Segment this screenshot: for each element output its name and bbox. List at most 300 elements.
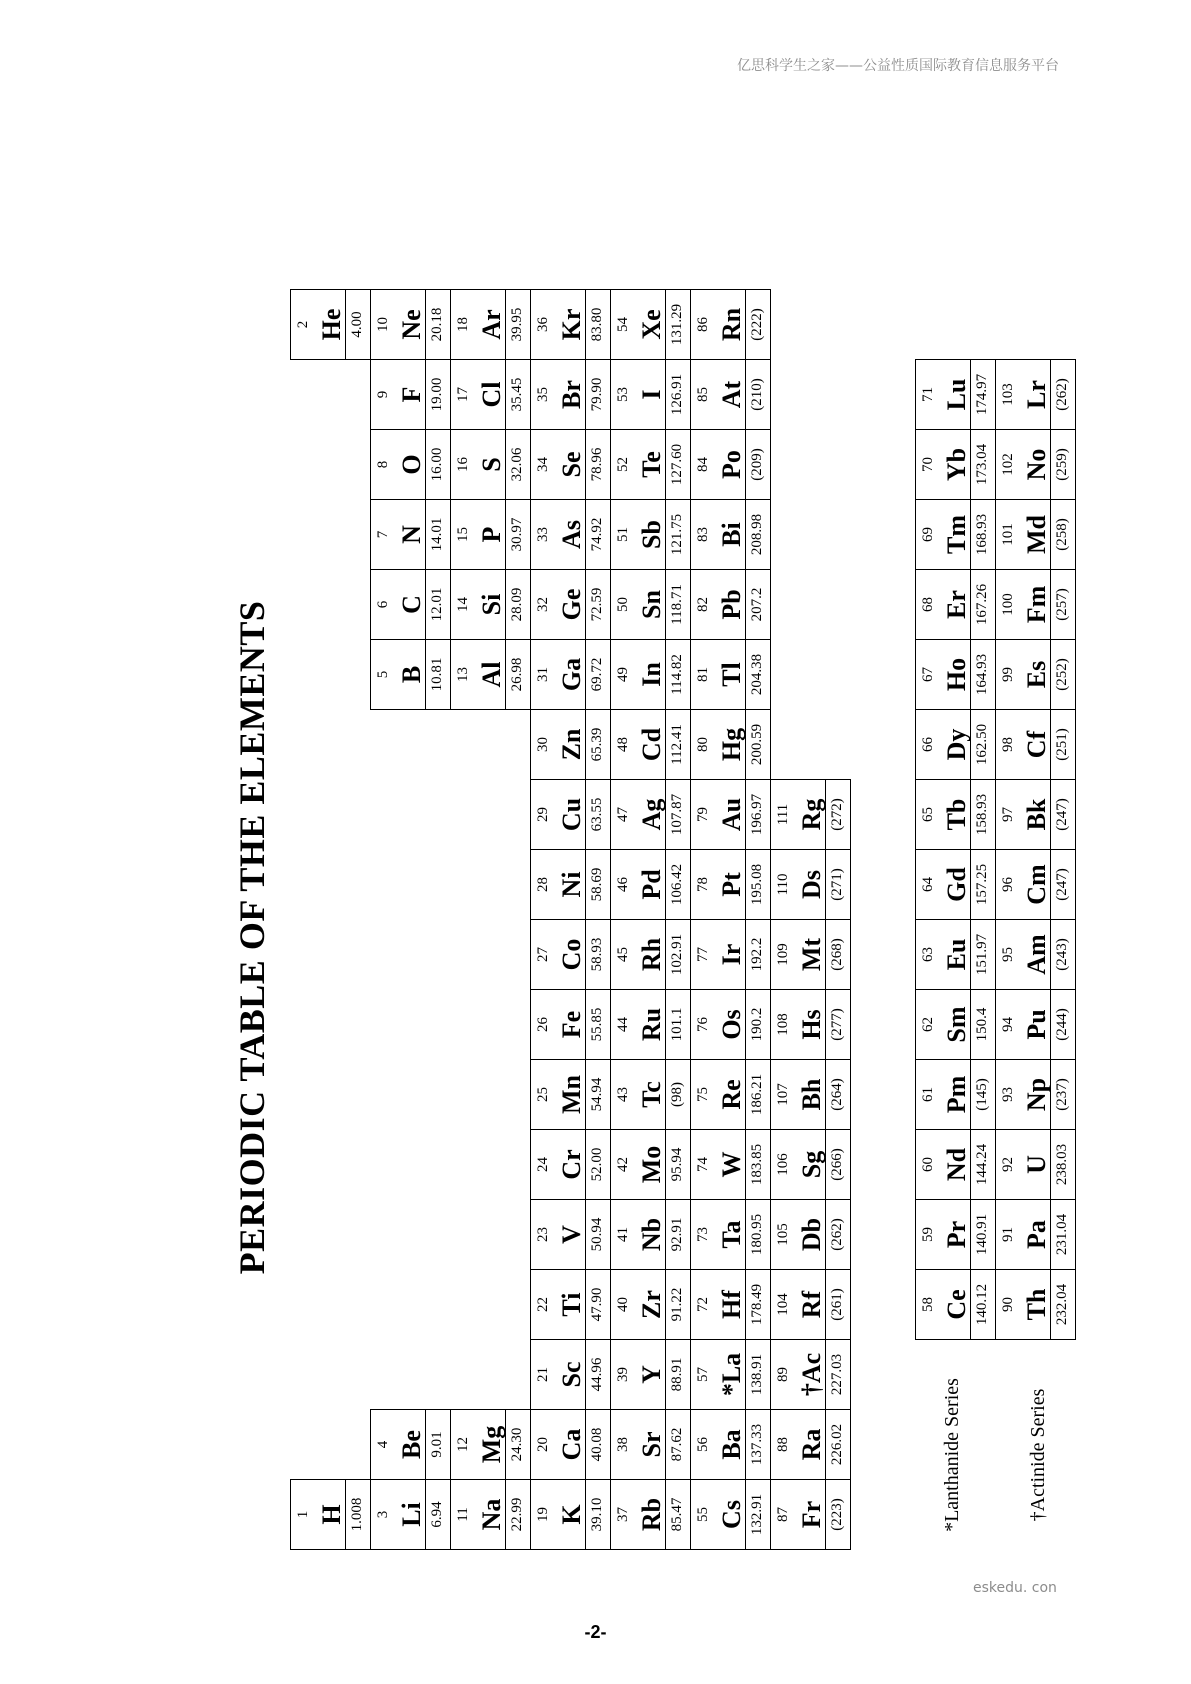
atomic-mass: 131.29	[665, 290, 690, 359]
atomic-number: 93	[1000, 1087, 1016, 1102]
atomic-mass: 151.97	[970, 920, 995, 989]
element-symbol: Hs	[797, 1009, 826, 1040]
atomic-number: 78	[695, 877, 711, 892]
element-symbol: Np	[1022, 1077, 1051, 1112]
element-symbol: Mt	[797, 937, 826, 972]
atomic-number: 107	[775, 1083, 791, 1106]
element-cell	[690, 499, 771, 570]
element-cell	[610, 1339, 691, 1410]
element-symbol: Am	[1022, 934, 1051, 975]
element-symbol: Pr	[942, 1220, 971, 1249]
element-cell	[995, 1269, 1076, 1340]
element-cell	[450, 499, 531, 570]
atomic-mass: 55.85	[585, 990, 610, 1059]
atomic-number: 28	[535, 877, 551, 892]
element-symbol: Hf	[717, 1290, 746, 1319]
atomic-number: 87	[775, 1507, 791, 1522]
element-cell	[770, 1409, 851, 1480]
element-cell	[610, 1129, 691, 1200]
atomic-number: 29	[535, 807, 551, 822]
element-symbol: S	[477, 457, 506, 472]
atomic-number: 94	[1000, 1017, 1016, 1032]
atomic-mass: (268)	[825, 920, 850, 989]
atomic-number: 45	[615, 947, 631, 962]
atomic-mass: 20.18	[425, 290, 450, 359]
atomic-mass: 207.2	[745, 570, 770, 639]
element-cell	[915, 779, 996, 850]
element-symbol: Al	[477, 661, 506, 688]
element-cell	[915, 499, 996, 570]
atomic-mass: 208.98	[745, 500, 770, 569]
element-symbol: Ho	[942, 657, 971, 692]
atomic-number: 17	[455, 387, 471, 402]
atomic-number: 91	[1000, 1227, 1016, 1242]
element-symbol: Ge	[557, 588, 586, 621]
atomic-number: 68	[920, 597, 936, 612]
atomic-mass: (271)	[825, 850, 850, 919]
atomic-mass: 102.91	[665, 920, 690, 989]
atomic-number: 5	[375, 670, 391, 679]
element-cell	[690, 1129, 771, 1200]
atomic-number: 54	[615, 317, 631, 332]
element-symbol: Rg	[797, 798, 826, 831]
element-symbol: Ar	[477, 309, 506, 340]
atomic-number: 64	[920, 877, 936, 892]
atomic-mass: 26.98	[505, 640, 530, 709]
element-cell	[610, 1409, 691, 1480]
element-symbol: Zr	[637, 1290, 666, 1319]
atomic-mass: 4.00	[345, 290, 370, 359]
element-cell	[530, 359, 611, 430]
atomic-number: 19	[535, 1507, 551, 1522]
element-symbol: Mg	[477, 1425, 506, 1464]
element-cell	[995, 709, 1076, 780]
atomic-mass: 232.04	[1050, 1270, 1075, 1339]
atomic-mass: 92.91	[665, 1200, 690, 1269]
element-symbol: Ti	[557, 1292, 586, 1317]
element-symbol: Ni	[557, 871, 586, 898]
element-symbol: Ds	[797, 870, 826, 899]
atomic-mass: 85.47	[665, 1480, 690, 1549]
element-cell	[610, 569, 691, 640]
atomic-mass: (243)	[1050, 920, 1075, 989]
element-symbol: Ir	[717, 943, 746, 966]
element-symbol: Ba	[717, 1429, 746, 1460]
element-symbol: V	[557, 1225, 586, 1244]
element-symbol: Md	[1022, 515, 1051, 554]
element-cell	[995, 429, 1076, 500]
element-symbol: Ca	[557, 1428, 586, 1461]
element-cell	[995, 1199, 1076, 1270]
element-symbol: Sc	[557, 1361, 586, 1388]
atomic-number: 51	[615, 527, 631, 542]
atomic-mass: 106.42	[665, 850, 690, 919]
element-symbol: Tm	[942, 515, 971, 554]
atomic-number: 102	[1000, 453, 1016, 476]
atomic-mass: 28.09	[505, 570, 530, 639]
atomic-mass: (247)	[1050, 780, 1075, 849]
element-symbol: Mo	[637, 1145, 666, 1184]
element-cell	[770, 919, 851, 990]
element-symbol: Pm	[942, 1075, 971, 1114]
atomic-number: 97	[1000, 807, 1016, 822]
atomic-number: 100	[1000, 593, 1016, 616]
atomic-number: 12	[455, 1437, 471, 1452]
element-symbol: Ce	[942, 1289, 971, 1320]
atomic-number: 72	[695, 1297, 711, 1312]
element-cell	[530, 1059, 611, 1130]
atomic-mass: 126.91	[665, 360, 690, 429]
element-cell	[915, 709, 996, 780]
atomic-mass: (209)	[745, 430, 770, 499]
element-cell	[690, 1409, 771, 1480]
atomic-mass: 200.59	[745, 710, 770, 779]
atomic-number: 88	[775, 1437, 791, 1452]
atomic-mass: 91.22	[665, 1270, 690, 1339]
atomic-number: 66	[920, 737, 936, 752]
element-cell	[690, 429, 771, 500]
atomic-mass: 32.06	[505, 430, 530, 499]
atomic-mass: 44.96	[585, 1340, 610, 1409]
atomic-number: 30	[535, 737, 551, 752]
atomic-number: 20	[535, 1437, 551, 1452]
element-symbol: O	[397, 454, 426, 475]
element-cell	[690, 289, 771, 360]
element-cell	[610, 709, 691, 780]
atomic-mass: 226.02	[825, 1410, 850, 1479]
atomic-number: 9	[375, 390, 391, 399]
atomic-number: 11	[455, 1507, 471, 1522]
atomic-number: 96	[1000, 877, 1016, 892]
element-cell	[995, 919, 1076, 990]
atomic-number: 18	[455, 317, 471, 332]
element-cell	[690, 919, 771, 990]
element-cell	[370, 569, 451, 640]
element-symbol: Pu	[1022, 1009, 1051, 1040]
atomic-mass: 69.72	[585, 640, 610, 709]
atomic-mass: (264)	[825, 1060, 850, 1129]
atomic-number: 14	[455, 597, 471, 612]
element-cell	[610, 639, 691, 710]
atomic-mass: 12.01	[425, 570, 450, 639]
atomic-mass: (261)	[825, 1270, 850, 1339]
element-symbol: Mn	[557, 1075, 586, 1114]
element-cell	[915, 1129, 996, 1200]
element-cell	[530, 849, 611, 920]
atomic-mass: 204.38	[745, 640, 770, 709]
element-symbol: Gd	[942, 867, 971, 902]
atomic-mass: 58.93	[585, 920, 610, 989]
atomic-mass: (252)	[1050, 640, 1075, 709]
element-cell	[450, 569, 531, 640]
lanthanide-series-label: *Lanthanide Series	[941, 1378, 963, 1532]
element-cell	[450, 639, 531, 710]
atomic-mass: 158.93	[970, 780, 995, 849]
element-cell	[770, 989, 851, 1060]
atomic-mass: 195.08	[745, 850, 770, 919]
element-symbol: Li	[397, 1502, 426, 1527]
atomic-number: 105	[775, 1223, 791, 1246]
element-symbol: At	[717, 380, 746, 409]
atomic-mass: 39.10	[585, 1480, 610, 1549]
atomic-mass: 107.87	[665, 780, 690, 849]
atomic-number: 59	[920, 1227, 936, 1242]
element-cell	[995, 1129, 1076, 1200]
element-symbol: Nb	[637, 1217, 666, 1252]
element-symbol: Rf	[797, 1290, 826, 1319]
element-symbol: Lu	[942, 378, 971, 411]
element-symbol: Sn	[637, 590, 666, 619]
atomic-mass: 74.92	[585, 500, 610, 569]
atomic-mass: 101.1	[665, 990, 690, 1059]
atomic-number: 8	[375, 460, 391, 469]
element-cell	[530, 1199, 611, 1270]
atomic-mass: 186.21	[745, 1060, 770, 1129]
element-symbol: Fm	[1022, 585, 1051, 624]
atomic-number: 35	[535, 387, 551, 402]
atomic-mass: 50.94	[585, 1200, 610, 1269]
element-symbol: U	[1022, 1155, 1051, 1174]
element-symbol: N	[397, 525, 426, 544]
atomic-number: 7	[375, 530, 391, 539]
element-cell	[290, 1479, 371, 1550]
element-cell	[915, 1199, 996, 1270]
element-symbol: Sm	[942, 1006, 971, 1043]
element-symbol: Na	[477, 1498, 506, 1531]
atomic-number: 109	[775, 943, 791, 966]
element-cell	[770, 1269, 851, 1340]
atomic-number: 2	[295, 320, 311, 329]
element-symbol: Tl	[717, 662, 746, 687]
element-cell	[690, 569, 771, 640]
element-cell	[370, 289, 451, 360]
element-symbol: *La	[717, 1352, 746, 1397]
atomic-mass: 112.41	[665, 710, 690, 779]
atomic-number: 99	[1000, 667, 1016, 682]
element-cell	[370, 359, 451, 430]
element-cell	[450, 1409, 531, 1480]
atomic-mass: (277)	[825, 990, 850, 1059]
atomic-mass: 10.81	[425, 640, 450, 709]
atomic-number: 55	[695, 1507, 711, 1522]
element-cell	[915, 429, 996, 500]
element-cell	[370, 639, 451, 710]
atomic-mass: 183.85	[745, 1130, 770, 1199]
atomic-mass: 168.93	[970, 500, 995, 569]
atomic-number: 46	[615, 877, 631, 892]
atomic-number: 47	[615, 807, 631, 822]
element-symbol: Bh	[797, 1078, 826, 1111]
atomic-number: 104	[775, 1293, 791, 1316]
element-symbol: Nd	[942, 1147, 971, 1182]
element-symbol: Se	[557, 451, 586, 478]
element-symbol: Cd	[637, 727, 666, 762]
atomic-number: 86	[695, 317, 711, 332]
atomic-mass: 114.82	[665, 640, 690, 709]
atomic-mass: 87.62	[665, 1410, 690, 1479]
element-cell	[610, 289, 691, 360]
element-symbol: Po	[717, 450, 746, 479]
element-cell	[690, 1059, 771, 1130]
element-symbol: Ne	[397, 309, 426, 340]
element-cell	[690, 779, 771, 850]
element-symbol: Ru	[637, 1007, 666, 1042]
element-cell	[530, 499, 611, 570]
atomic-mass: 16.00	[425, 430, 450, 499]
element-symbol: Cs	[717, 1500, 746, 1529]
atomic-number: 77	[695, 947, 711, 962]
element-symbol: Ta	[717, 1220, 746, 1249]
atomic-mass: 65.39	[585, 710, 610, 779]
element-symbol: Lr	[1022, 380, 1051, 409]
atomic-number: 10	[375, 317, 391, 332]
atomic-number: 90	[1000, 1297, 1016, 1312]
atomic-number: 106	[775, 1153, 791, 1176]
atomic-mass: 227.03	[825, 1340, 850, 1409]
atomic-number: 6	[375, 600, 391, 609]
element-cell	[530, 1409, 611, 1480]
element-symbol: Xe	[637, 309, 666, 340]
element-cell	[770, 1479, 851, 1550]
element-symbol: Te	[637, 451, 666, 478]
element-symbol: Pb	[717, 589, 746, 620]
atomic-number: 73	[695, 1227, 711, 1242]
atomic-number: 49	[615, 667, 631, 682]
atomic-mass: 88.91	[665, 1340, 690, 1409]
atomic-mass: 9.01	[425, 1410, 450, 1479]
element-cell	[915, 849, 996, 920]
atomic-number: 52	[615, 457, 631, 472]
element-symbol: Es	[1022, 660, 1051, 689]
element-cell	[530, 779, 611, 850]
atomic-number: 25	[535, 1087, 551, 1102]
element-symbol: P	[477, 526, 506, 543]
element-cell	[690, 849, 771, 920]
atomic-mass: 178.49	[745, 1270, 770, 1339]
element-symbol: Db	[797, 1217, 826, 1252]
element-symbol: H	[317, 1504, 346, 1525]
element-symbol: Tb	[942, 798, 971, 831]
atomic-mass: 24.30	[505, 1410, 530, 1479]
element-symbol: Sr	[637, 1431, 666, 1458]
atomic-mass: 238.03	[1050, 1130, 1075, 1199]
atomic-mass: 132.91	[745, 1480, 770, 1549]
element-cell	[915, 1269, 996, 1340]
atomic-mass: 79.90	[585, 360, 610, 429]
atomic-number: 95	[1000, 947, 1016, 962]
atomic-number: 67	[920, 667, 936, 682]
atomic-number: 63	[920, 947, 936, 962]
element-symbol: B	[397, 665, 426, 684]
atomic-number: 57	[695, 1367, 711, 1382]
atomic-number: 110	[775, 873, 791, 896]
element-cell	[915, 1059, 996, 1130]
atomic-mass: 14.01	[425, 500, 450, 569]
element-cell	[995, 359, 1076, 430]
element-symbol: Cl	[477, 381, 506, 408]
atomic-mass: 52.00	[585, 1130, 610, 1199]
atomic-number: 33	[535, 527, 551, 542]
element-cell	[770, 1339, 851, 1410]
element-cell	[450, 359, 531, 430]
atomic-mass: (222)	[745, 290, 770, 359]
atomic-mass: 47.90	[585, 1270, 610, 1339]
page-title: PERIODIC TABLE OF THE ELEMENTS	[232, 600, 272, 1275]
atomic-mass: 180.95	[745, 1200, 770, 1269]
atomic-number: 36	[535, 317, 551, 332]
element-cell	[370, 1479, 451, 1550]
atomic-number: 108	[775, 1013, 791, 1036]
element-cell	[690, 989, 771, 1060]
atomic-number: 85	[695, 387, 711, 402]
element-cell	[995, 569, 1076, 640]
element-cell	[610, 1059, 691, 1130]
atomic-number: 65	[920, 807, 936, 822]
element-cell	[770, 1199, 851, 1270]
element-symbol: Os	[717, 1009, 746, 1040]
element-symbol: I	[637, 389, 666, 400]
element-symbol: Si	[477, 593, 506, 616]
element-symbol: He	[317, 308, 346, 341]
atomic-mass: 190.2	[745, 990, 770, 1059]
element-cell	[530, 1479, 611, 1550]
atomic-number: 83	[695, 527, 711, 542]
element-symbol: Au	[717, 797, 746, 832]
atomic-number: 111	[775, 803, 791, 826]
element-cell	[450, 429, 531, 500]
element-symbol: †Ac	[797, 1352, 826, 1397]
atomic-number: 70	[920, 457, 936, 472]
atomic-mass: 231.04	[1050, 1200, 1075, 1269]
atomic-mass: 54.94	[585, 1060, 610, 1129]
atomic-number: 37	[615, 1507, 631, 1522]
atomic-mass: (257)	[1050, 570, 1075, 639]
atomic-mass: (145)	[970, 1060, 995, 1129]
element-cell	[915, 919, 996, 990]
atomic-number: 103	[1000, 383, 1016, 406]
atomic-mass: 35.45	[505, 360, 530, 429]
element-symbol: Yb	[942, 447, 971, 482]
atomic-mass: (251)	[1050, 710, 1075, 779]
atomic-mass: (272)	[825, 780, 850, 849]
element-symbol: Re	[717, 1079, 746, 1110]
atomic-mass: (98)	[665, 1060, 690, 1129]
atomic-number: 84	[695, 457, 711, 472]
element-cell	[690, 1479, 771, 1550]
element-symbol: Cr	[557, 1149, 586, 1180]
atomic-mass: 39.95	[505, 290, 530, 359]
element-symbol: Co	[557, 938, 586, 971]
element-cell	[370, 499, 451, 570]
atomic-mass: (259)	[1050, 430, 1075, 499]
element-cell	[690, 1199, 771, 1270]
element-cell	[530, 289, 611, 360]
atomic-number: 53	[615, 387, 631, 402]
atomic-number: 80	[695, 737, 711, 752]
element-symbol: Sb	[637, 520, 666, 549]
element-cell	[915, 989, 996, 1060]
element-cell	[915, 569, 996, 640]
atomic-mass: (223)	[825, 1480, 850, 1549]
element-cell	[610, 849, 691, 920]
element-symbol: Dy	[942, 728, 971, 761]
atomic-number: 32	[535, 597, 551, 612]
element-cell	[610, 1479, 691, 1550]
atomic-number: 21	[535, 1367, 551, 1382]
element-cell	[530, 569, 611, 640]
element-cell	[530, 639, 611, 710]
element-symbol: C	[397, 595, 426, 614]
